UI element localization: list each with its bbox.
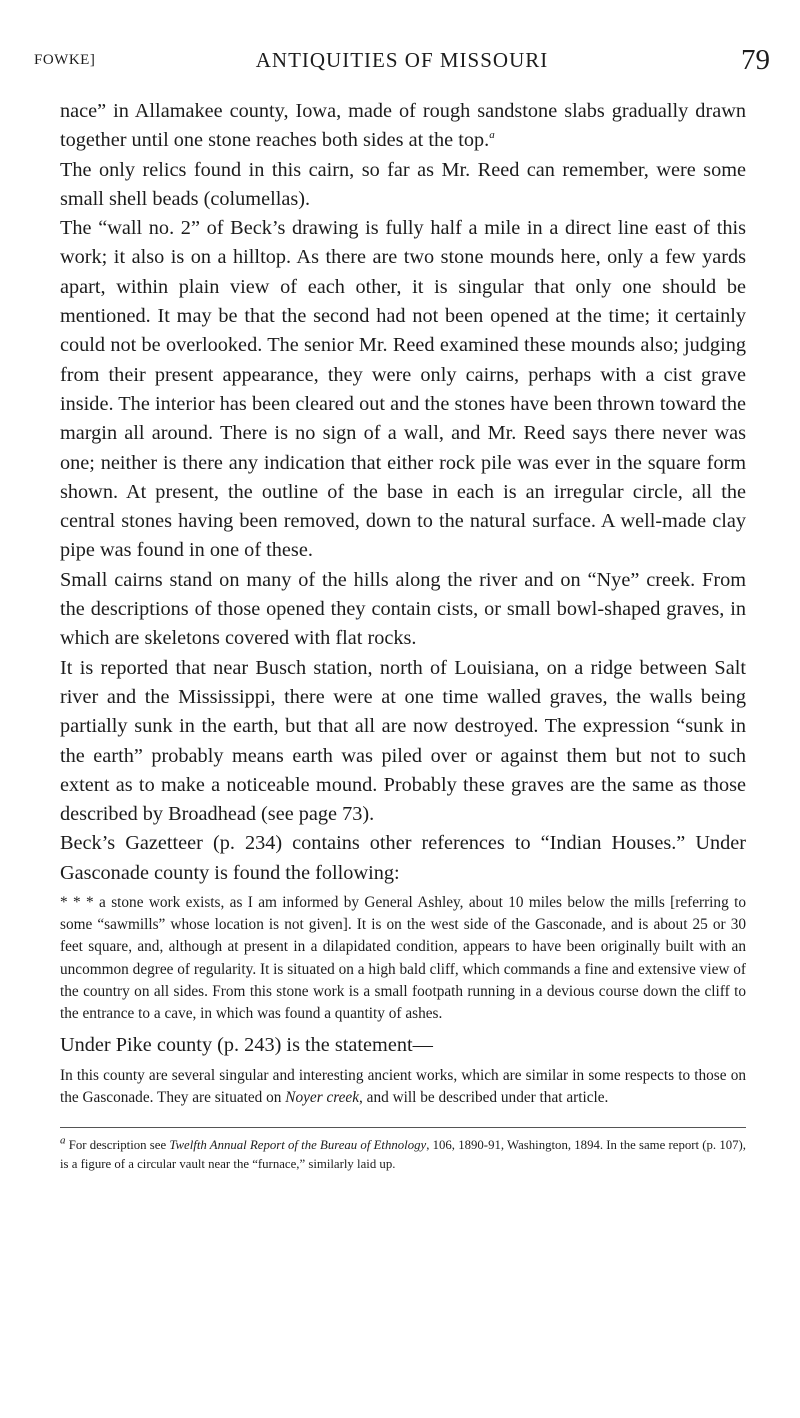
paragraph: The only relics found in this cairn, so far as Mr. Reed can remember, were some small shell beads (columellas). <box>60 158 746 210</box>
paragraph: Beck’s Gazetteer (p. 234) contains other references to “Indian Houses.” Under Gasconade county is found the following: <box>60 832 746 884</box>
body-text <box>60 97 746 1174</box>
paragraph-text: nace” in Allamakee county, Iowa, made of rough sandstone slabs gradually drawn together until one stone reaches both sides at the top. <box>60 100 746 152</box>
block-quote: * * * a stone work exists, as I am informed by General Ashley, about 10 miles below the mills [referring to some “sawmills” whose location is not given]. It is on the west side of the Gasconade, and is about 25 or 30 feet square, and, although at present in a dilapidated condition, appears to have been originally built with an uncommon degree of regularity. It is situated on a high bald cliff, which commands a fine and extensive view of the country on all sides. From this stone work is a small footpath running in a devious course down the cliff to the entrance to a cave, in which was found a quantity of ashes. <box>60 894 746 1023</box>
footnote <box>60 1136 746 1174</box>
header-author: FOWKE] <box>34 52 96 68</box>
paragraph: It is reported that near Busch station, north of Louisiana, on a ridge between Salt river and the Mississippi, there were at one time walled graves, the walls being partially sunk in the earth, but that all are now destroyed. The expression “sunk in the earth” probably means earth was piled over or against them but not to such extent as to make a noticeable mound. Probably these graves are the same as those described by Broadhead (see page 73). <box>60 656 746 826</box>
paragraph: Small cairns stand on many of the hills along the river and on “Nye” creek. From the descriptions of those opened they contain cists, or small bowl-shaped graves, in which are skeletons covered with flat rocks. <box>60 568 746 650</box>
page-number: 79 <box>741 44 770 76</box>
quote-text: In this county are several singular and interesting ancient works, which are similar in some respects to those on the Gasconade. They are situated on <box>60 1066 746 1106</box>
running-header <box>34 44 770 84</box>
quote-text: , and will be described under that article. <box>359 1088 609 1106</box>
block-quote <box>60 1065 746 1109</box>
footnote-marker: a <box>489 129 495 142</box>
quote-italic-text: Noyer creek <box>285 1088 360 1106</box>
paragraph <box>60 97 746 156</box>
footnote-text: , 106, 1890-91, Washington, 1894. In the same report (p. 107), is a figure of a circular vault near the “furnace,” similarly laid up. <box>60 1137 747 1171</box>
footnote-divider <box>60 1127 746 1128</box>
header-title: ANTIQUITIES OF MISSOURI <box>255 48 549 72</box>
paragraph: The “wall no. 2” of Beck’s drawing is fully half a mile in a direct line east of this work; it also is on a hilltop. As there are two stone mounds here, only a few yards apart, within plain view of each other, it is singular that only one should be mentioned. It may be that the second had not been opened at the time; it certainly could not be overlooked. The senior Mr. Reed examined these mounds also; judging from their present appearance, they were only cairns, perhaps with a cist grave inside. The interior has been cleared out and the stones have been thrown toward the margin all around. There is no sign of a wall, and Mr. Reed says there never was one; neither is there any indication that either rock pile was ever in the square form shown. At present, the outline of the base in each is an irregular circle, all the central stones having been removed, down to the natural surface. A well-made clay pipe was found in one of these. <box>60 217 746 562</box>
footnote-italic-title: Twelfth Annual Report of the Bureau of Ethnology <box>169 1137 427 1152</box>
footnote-marker: a <box>60 1134 66 1147</box>
paragraph: Under Pike county (p. 243) is the statement— <box>60 1034 433 1057</box>
footnote-text: For description see <box>65 1137 170 1152</box>
